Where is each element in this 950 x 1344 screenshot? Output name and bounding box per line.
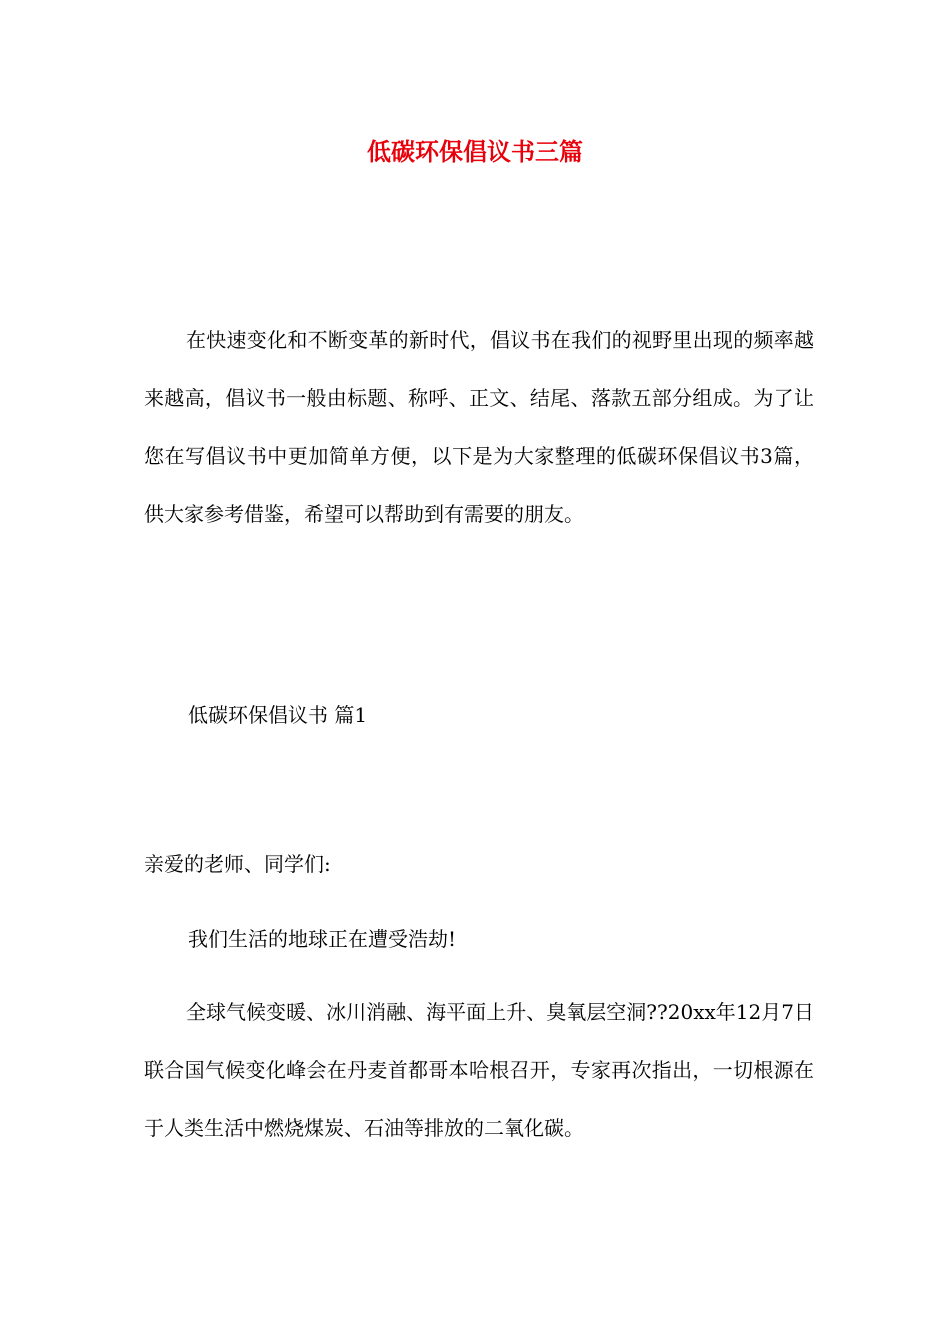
document-title: 低碳环保倡议书三篇 [367, 138, 583, 166]
section-heading: 低碳环保倡议书 篇1 [188, 703, 368, 727]
body-sentence: 我们生活的地球正在遭受浩劫! [188, 927, 457, 951]
salutation: 亲爱的老师、同学们: [144, 852, 331, 876]
body-paragraph: 全球气候变暖、冰川消融、海平面上升、臭氧层空洞??20xx年12月7日联合国气候变化峰会在丹麦首都哥本哈根召开，专家再次指出，一切根源在于人类生活中燃烧煤炭、石油等排放的二氧化碳。 [144, 1000, 814, 1140]
intro-paragraph: 在快速变化和不断变革的新时代，倡议书在我们的视野里出现的频率越来越高，倡议书一般由标题、称呼、正文、结尾、落款五部分组成。为了让您在写倡议书中更加简单方便，以下是为大家整理的低碳环保倡议书3篇，供大家参考借鉴，希望可以帮助到有需要的朋友。 [144, 328, 814, 526]
